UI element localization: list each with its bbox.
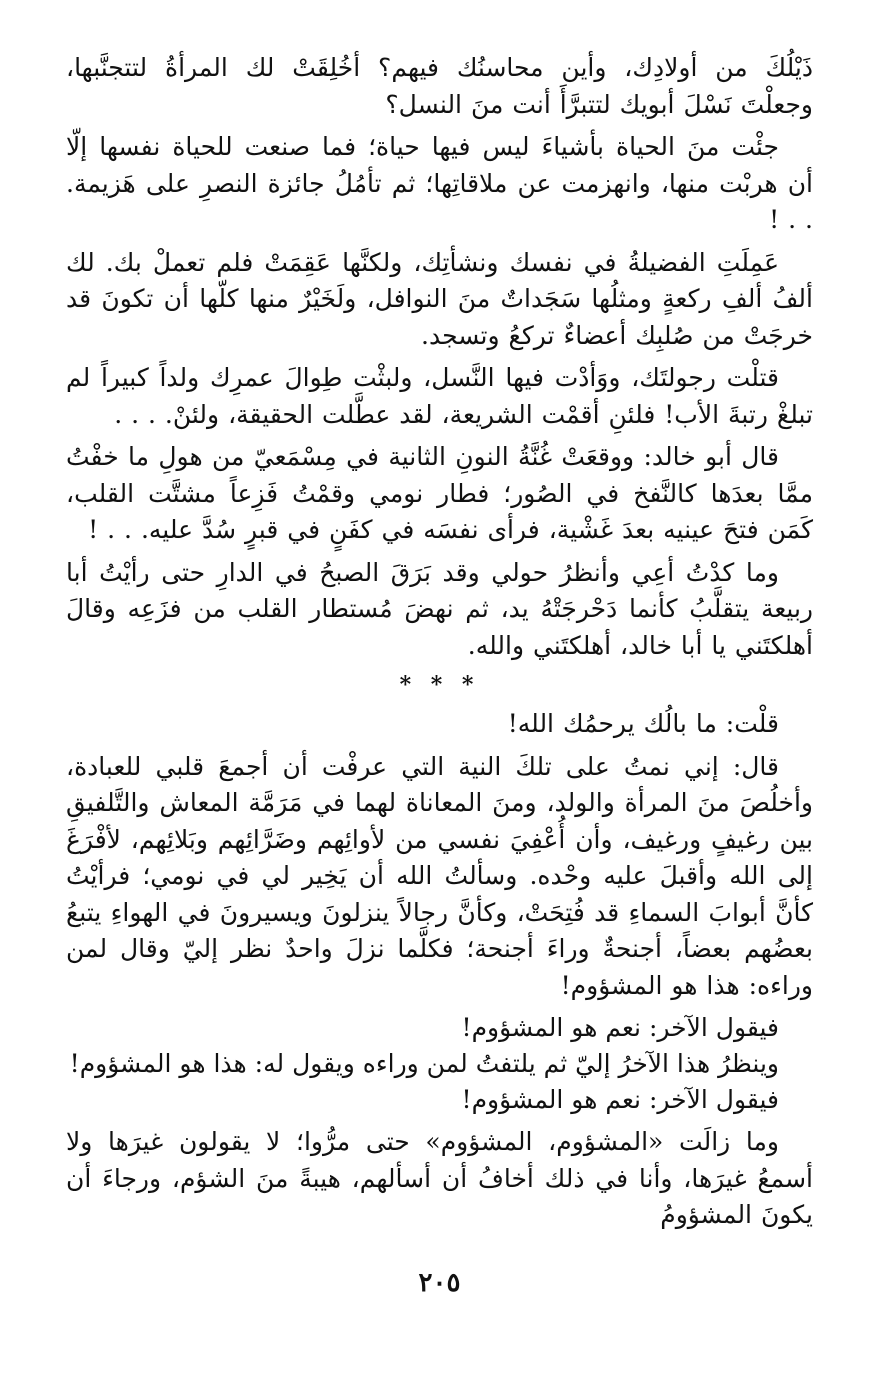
paragraph-3: عَمِلَتِ الفضيلةُ في نفسك ونشأتِك، ولكنَّها عَقِمَتْ فلم تعملْ بك. لك ألفُ ألفِ ركعةٍ ومثلُها سَجَداتٌ منَ النوافل، ولَخَيْرٌ منها كلّها أن تكونَ قد خرجَتْ من صُلبِك أعضاءٌ تركعُ وتسجد. <box>66 247 813 350</box>
dialogue-block <box>66 1010 813 1118</box>
paragraph-last: وما زالَت «المشؤوم، المشؤوم» حتى مرُّوا؛ لا يقولون غيرَها ولا أسمعُ غيرَها، وأنا في ذلك أخافُ أن أسألهم، هيبةً منَ الشؤم، ورجاءَ أن يكونَ المشؤومُ <box>66 1127 813 1229</box>
dialogue-line: فيقول الآخر: نعم هو المشؤوم! <box>461 1013 779 1042</box>
dialogue-line: وينظرُ هذا الآخرُ إليّ ثم يلتفتُ لمن وراءه ويقول له: هذا هو المشؤوم! <box>69 1049 779 1078</box>
paragraph-6: وما كدْتُ أعِي وأنظرُ حولي وقد بَرَقَ الصبحُ في الدارِ حتى رأيْتُ أبا ربيعة يتقلَّبُ كأنما دَحْرجَتْهُ يد، ثم نهضَ مُستطار القلب من فزَعِه وقالَ أهلكتَني يا أبا خالد، أهلكتَني والله. <box>66 557 813 660</box>
paragraph-4: قتلْت رجولتَك، ووَأدْت فيها النَّسل، ولبثْت طِوالَ عمرِك ولداً كبيراً لم تبلغْ رتبةَ الأب! فلئنِ أقمْت الشريعة، لقد عطَّلت الحقيقة، ولئنْ. . . . <box>66 363 813 429</box>
dialogue-line: فيقول الآخر: نعم هو المشؤوم! <box>461 1085 779 1114</box>
paragraph-2: جئْت منَ الحياة بأشياءَ ليس فيها حياة؛ فما صنعت للحياة نفسها إلّا أن هربْت منها، وانهزمت عن ملاقاتِها؛ ثم تأمُلُ جائزة النصرِ على هَزيمة. . . ! <box>66 132 813 234</box>
paragraph-7: قلْت: ما بالُك يرحمُك الله! <box>507 709 779 738</box>
section-separator: * * * <box>399 672 480 698</box>
paragraph-8: قال: إني نمتُ على تلكَ النية التي عرفْت أن أجمعَ قلبي للعبادة، وأخلُصَ منَ المرأة والولد، ومنَ المعاناة لهما في مَرَمَّة المعاش والتَّلفيقِ بين رغيفٍ ورغيف، وأن أُعْفِيَ نفسي من لأوائِهم وضَرَّائِهم وبَلائِهم، لأفْرَغَ إلى الله وأقبلَ عليه وحْده. وسألتُ الله أن يَخِير لي في نومي؛ فرأيْتُ كأنَّ أبوابَ السماءِ قد فُتِحَتْ، وكأنَّ رجالاً ينزلونَ ويسيرونَ في الهواءِ يتبعُ بعضُهم بعضاً، أجنحةٌ وراءَ أجنحة؛ فكلَّما نزلَ واحدٌ نظر إليّ وقال لمن وراءه: هذا هو المشؤوم! <box>66 751 813 1000</box>
paragraph-5: قال أبو خالد: ووقعَتْ غُنَّةُ النونِ الثانية في مِسْمَعيّ من هولِ ما خفْتُ ممَّا بعدَها كالنَّفخ في الصُور؛ فطار نومي وقمْتُ فَزِعاً مشتَّت القلب، كَمَن فتحَ عينيه بعدَ غَشْية، فرأى نفسَه في كفَنٍ في قبرٍ سُدَّ عليه. . . ! <box>66 442 813 544</box>
page-number: ٢٠٥ <box>418 1268 461 1298</box>
paragraph-1: ذَيْلُكَ من أولادِك، وأين محاسنُك فيهم؟ أخُلِقَتْ لك المرأةُ لتتجنَّبها، وجعلْتَ نَسْلَ أبويك لتتبرَّأَ أنت منَ النسل؟ <box>66 53 813 119</box>
